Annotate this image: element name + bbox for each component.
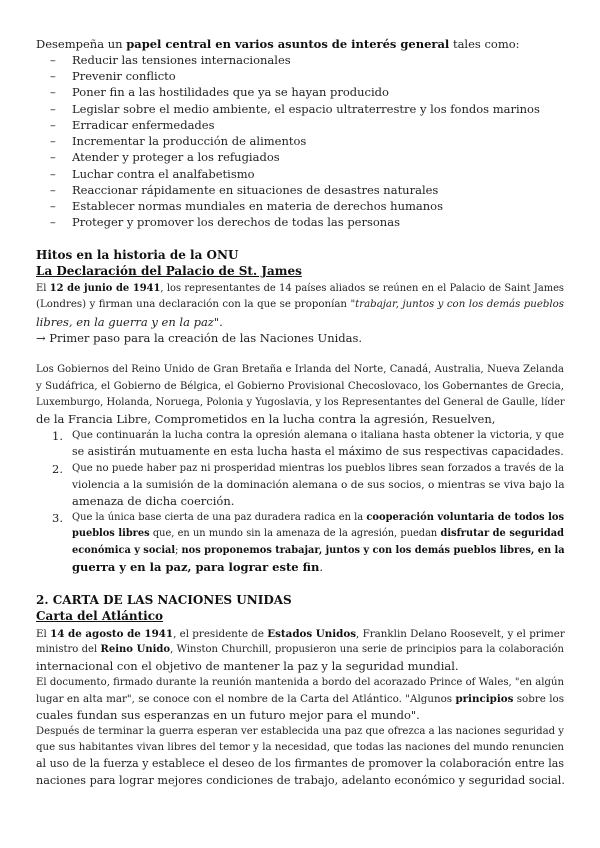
arrow-note: → Primer paso para la creación de las Naciones Unidas. (36, 331, 363, 345)
paragraph-line: Después de terminar la guerra esperan ver establecida una paz que ofrezca a las naciones seguridad y (36, 726, 564, 737)
list-item: – Reducir las tensiones internacionales (50, 53, 291, 67)
numbered-item-line: Que la única base cierta de una paz duradera radica en la cooperación voluntaria de todos los (72, 512, 564, 523)
list-number: 3. (52, 511, 63, 525)
list-item: – Erradicar enfermedades (50, 118, 215, 132)
paragraph-line: internacional con el objetivo de mantener la paz y la seguridad mundial. (36, 659, 459, 673)
paragraph-line: ministro del Reino Unido, Winston Churchill, propusieron una serie de principios para la colaboración (36, 644, 564, 655)
numbered-item-line: Que no puede haber paz ni prosperidad mientras los pueblos libres sean forzados a través de la (72, 463, 564, 474)
paragraph-line: al uso de la fuerza y establece el deseo de los firmantes de promover la colaboración entre las (36, 757, 564, 770)
list-item: – Incrementar la producción de alimentos (50, 134, 307, 148)
paragraph-line: Los Gobiernos del Reino Unido de Gran Bretaña e Irlanda del Norte, Canadá, Australia, Nueva Zelanda (36, 364, 564, 375)
numbered-item-line: amenaza de dicha coerción. (72, 494, 235, 508)
list-item: – Establecer normas mundiales en materia de derechos humanos (50, 199, 443, 213)
paragraph-line: El documento, firmado durante la reunión mantenida a bordo del acorazado Prince of Wales, "en algún (36, 677, 564, 688)
list-item: – Proteger y promover los derechos de todas las personas (50, 215, 400, 229)
numbered-item-line: violencia a la sumisión de la dominación alemana o de sus socios, o mientras se viva bajo la (72, 479, 565, 491)
section-heading-carta: 2. CARTA DE LAS NACIONES UNIDAS (36, 593, 292, 607)
numbered-item-line: pueblos libres que, en un mundo sin la amenaza de la agresión, puedan disfrutar de seguridad (72, 528, 564, 539)
numbered-item-line: Que continuarán la lucha contra la opresión alemana o italiana hasta obtener la victoria, y que (72, 430, 564, 441)
intro-prefix: Desempeña un (36, 37, 127, 51)
section-subheading-atlantico: Carta del Atlántico (36, 609, 164, 623)
paragraph-line: El 12 de junio de 1941, los representantes de 14 países aliados se reúnen en el Palacio de Saint James (36, 283, 564, 294)
section-heading-hitos: Hitos en la historia de la ONU (36, 248, 239, 262)
section-subheading-st-james: La Declaración del Palacio de St. James (36, 264, 302, 278)
list-number: 2. (52, 462, 63, 476)
intro-bold: papel central en varios asuntos de interés general (126, 37, 450, 51)
list-item: – Legislar sobre el medio ambiente, el espacio ultraterrestre y los fondos marinos (50, 102, 540, 116)
paragraph-line: libres, en la guerra y en la paz". (36, 315, 223, 329)
numbered-item-line: guerra y en la paz, para lograr este fin. (72, 560, 323, 574)
paragraph-line: de la Francia Libre, Comprometidos en la lucha contra la agresión, Resuelven, (36, 412, 496, 426)
paragraph-line: que sus habitantes vivan libres del temor y la necesidad, que todas las naciones del mundo renuncien (36, 742, 564, 753)
list-item: – Reaccionar rápidamente en situaciones de desastres naturales (50, 183, 439, 197)
paragraph-line: y Sudáfrica, el Gobierno de Bélgica, el Gobierno Provisional Checoslovaco, los Gobernantes de Grecia, (36, 381, 564, 392)
paragraph-line: Luxemburgo, Holanda, Noruega, Polonia y Yugoslavia, y los Representantes del General de Gaulle, líder (36, 397, 565, 408)
numbered-item-line: económica y social; nos proponemos trabajar, juntos y con los demás pueblos libres, en la (72, 545, 565, 556)
list-item: – Prevenir conflicto (50, 69, 176, 83)
paragraph-line: El 14 de agosto de 1941, el presidente de Estados Unidos, Franklin Delano Roosevelt, y el primer (36, 628, 565, 640)
intro-line (36, 36, 564, 52)
list-item: – Luchar contra el analfabetismo (50, 167, 255, 181)
list-number: 1. (52, 429, 63, 443)
paragraph-line: naciones para lograr mejores condiciones de trabajo, adelanto económico y seguridad social. (36, 774, 565, 787)
list-item: – Atender y proteger a los refugiados (50, 150, 280, 164)
paragraph-line: (Londres) y firman una declaración con la que se proponían "trabajar, juntos y con los demás pueblos (36, 299, 565, 310)
paragraph-line: lugar en alta mar", se conoce con el nombre de la Carta del Atlántico. "Algunos principios sobre los (36, 693, 564, 705)
list-item: – Poner fin a las hostilidades que ya se hayan producido (50, 85, 389, 99)
numbered-item-line: se asistirán mutuamente en esta lucha hasta el máximo de sus respectivas capacidades. (72, 445, 564, 458)
intro-suffix: tales como: (449, 37, 520, 51)
paragraph-line: cuales fundan sus esperanzas en un futuro mejor para el mundo". (36, 708, 420, 722)
